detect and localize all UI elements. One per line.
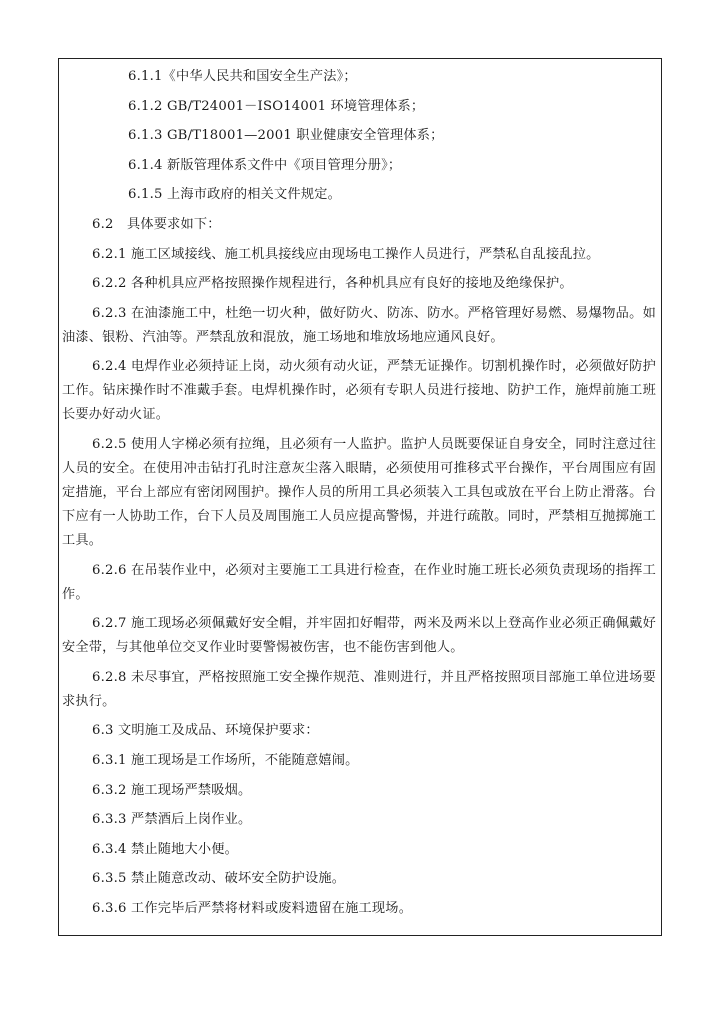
- clause-6-1-1: 6.1.1《中华人民共和国安全生产法》；: [128, 69, 357, 84]
- clause-6-3-4: 6.3.4 禁止随地大小便。: [92, 841, 239, 857]
- clause-6-2-6: 6.2.6 在吊装作业中，必须对主要施工工具进行检查，在作业时施工班长必须负责现场的指挥工作。: [62, 562, 656, 602]
- clause-6-1-3: 6.1.3 GB/T18001—2001 职业健康安全管理体系；: [128, 128, 444, 144]
- clause-6-2-5: 6.2.5 使用人字梯必须有拉绳，且必须有一人监护。监护人员既要保证自身安全，同时注意过往人员的安全。在使用冲击钻打孔时注意灰尘落入眼睛，必须使用可推移式平台操作，平台周围应有固定措施，平台上部应有密闭网围护。操作人员的所用工具必须装入工具包或放在平台上防止滑落。台下应有一人协助工作，台下人员及周围施工人员应提高警惕，并进行疏散。同时，严禁相互抛掷施工工具。: [62, 436, 656, 548]
- clause-6-3-2: 6.3.2 施工现场严禁吸烟。: [92, 782, 252, 798]
- clause-6-1-2: 6.1.2 GB/T24001－ISO14001 环境管理体系；: [128, 98, 425, 114]
- section-6-2-heading: 6.2 具体要求如下：: [92, 216, 221, 232]
- clause-6-1-4: 6.1.4 新版管理体系文件中《项目管理分册》；: [128, 157, 402, 173]
- clause-6-1-5: 6.1.5 上海市政府的相关文件规定。: [128, 187, 341, 203]
- clause-6-2-1: 6.2.1 施工区域接线、施工机具接线应由现场电工操作人员进行，严禁私自乱接乱拉。: [92, 246, 600, 262]
- clause-6-2-4: 6.2.4 电焊作业必须持证上岗，动火须有动火证，严禁无证操作。切割机操作时，必须做好防护工作。钻床操作时不准戴手套。电焊机操作时，必须有专职人员进行接地、防护工作，施焊前施工班长要办好动火证。: [62, 359, 656, 423]
- clause-6-2-2: 6.2.2 各种机具应严格按照操作规程进行，各种机具应有良好的接地及绝缘保护。: [92, 276, 573, 292]
- document-body: [62, 65, 656, 926]
- clause-6-3-1: 6.3.1 施工现场是工作场所，不能随意嬉闹。: [92, 752, 359, 768]
- clause-6-3-5: 6.3.5 禁止随意改动、破坏安全防护设施。: [92, 871, 346, 887]
- clause-6-3-6: 6.3.6 工作完毕后严禁将材料或废料遗留在施工现场。: [92, 900, 413, 916]
- clause-6-2-8: 6.2.8 未尽事宜，严格按照施工安全操作规范、准则进行，并且严格按照项目部施工单位进场要求执行。: [62, 669, 656, 709]
- clause-6-3-3: 6.3.3 严禁酒后上岗作业。: [92, 812, 252, 828]
- section-6-3-heading: 6.3 文明施工及成品、环境保护要求：: [92, 723, 319, 739]
- clause-6-2-7: 6.2.7 施工现场必须佩戴好安全帽，并牢固扣好帽带，两米及两米以上登高作业必须正确佩戴好安全带，与其他单位交叉作业时要警惕被伤害，也不能伤害到他人。: [62, 616, 656, 656]
- clause-6-2-3: 6.2.3 在油漆施工中，杜绝一切火种，做好防火、防冻、防水。严格管理好易燃、易爆物品。如油漆、银粉、汽油等。严禁乱放和混放，施工场地和堆放场地应通风良好。: [62, 305, 656, 345]
- document-table-cell: [58, 58, 662, 936]
